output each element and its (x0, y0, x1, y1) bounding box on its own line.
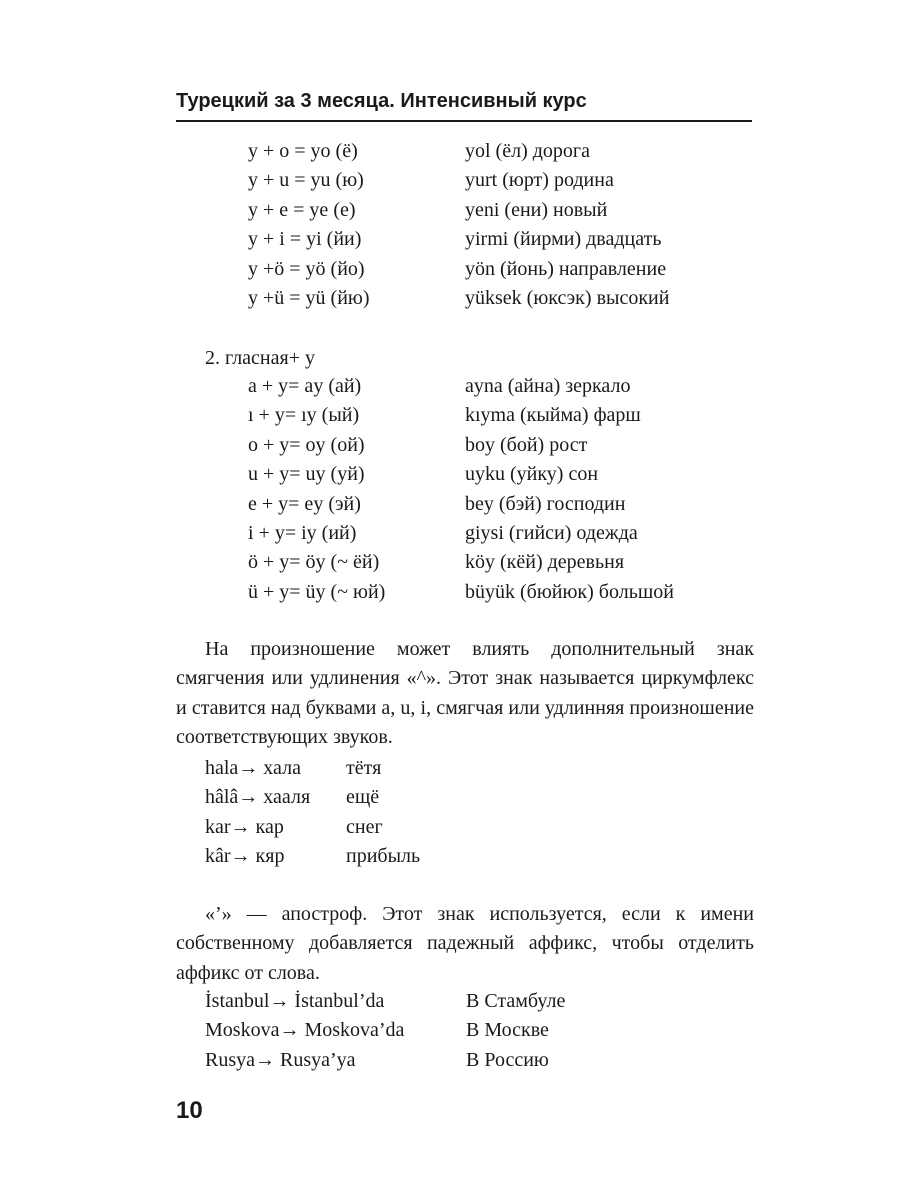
example-cell: kıyma (кыйма) фарш (465, 404, 641, 427)
rule-cell: ü + y= üy (~ юй) (248, 580, 386, 603)
apostrophe-paragraph (176, 900, 754, 988)
example-cell: büyük (бюйюк) большой (465, 580, 674, 603)
example-word: İstanbul→ İstanbul’da (205, 990, 385, 1012)
table-row (0, 431, 900, 460)
list-item (0, 1046, 900, 1075)
rule-cell: e + y= ey (эй) (248, 492, 361, 515)
list-item (0, 1016, 900, 1045)
list-item (0, 754, 900, 783)
circumflex-paragraph (176, 635, 754, 752)
example-cell: yüksek (юксэк) высокий (465, 286, 670, 309)
example-cell: köy (кёй) деревьня (465, 551, 625, 574)
list-item (0, 987, 900, 1016)
example-word: kar→ кар (205, 815, 284, 838)
rule-cell: y + o = yo (ё) (248, 140, 358, 162)
table-row (0, 284, 900, 313)
table-row (0, 578, 900, 607)
example-meaning: ещё (346, 786, 380, 809)
example-word: Moskova→ Moskova’da (205, 1019, 405, 1042)
table-row (0, 548, 900, 577)
rule-cell: o + y= oy (ой) (248, 433, 365, 456)
table-row (0, 490, 900, 519)
example-meaning: тётя (346, 757, 382, 779)
example-cell: yirmi (йирми) двадцать (465, 228, 662, 251)
example-word: hala→ хала (205, 757, 301, 779)
page-number: 10 (176, 1097, 203, 1124)
example-meaning: В Стамбуле (466, 990, 566, 1012)
paragraph-text: «’» — апостроф. Этот знак используется, если к имени собственному добавляется падежный аффикс, чтобы отделить аффикс от слова. (176, 903, 754, 984)
example-cell: yol (ёл) дорога (465, 140, 590, 162)
example-cell: uyku (уйку) сон (465, 463, 599, 486)
rule-cell: ı + y= ıy (ый) (248, 404, 360, 427)
rule-cell: i + y= iy (ий) (248, 521, 357, 544)
rule-cell: y + e = ye (е) (248, 198, 356, 221)
table-row (0, 460, 900, 489)
paragraph-text: На произношение может влиять дополнительный знак смягчения или удлинения «^». Этот знак называется циркумфлекс и ставится над буквами a, u, i, смягчая или удлинняя произношение соответствующих звуков. (176, 638, 754, 748)
running-header: Турецкий за 3 месяца. Интенсивный курс (176, 88, 752, 122)
example-meaning: прибыль (346, 845, 421, 868)
rule-cell: y +ö = yö (йо) (248, 257, 365, 280)
example-cell: yön (йонь) направление (465, 257, 667, 280)
circumflex-examples (0, 754, 900, 872)
rule-cell: y + u = yu (ю) (248, 169, 364, 192)
table-row (0, 519, 900, 548)
table-row (0, 196, 900, 225)
example-cell: ayna (айна) зеркало (465, 375, 631, 397)
table-row (0, 137, 900, 166)
list-item (0, 783, 900, 812)
list-item (0, 813, 900, 842)
table-row (0, 166, 900, 195)
table-row (0, 225, 900, 254)
list-item (0, 842, 900, 871)
example-cell: yeni (ени) новый (465, 198, 608, 221)
rule-cell: u + y= uy (уй) (248, 463, 365, 486)
table-row (0, 372, 900, 401)
example-meaning: снег (346, 815, 383, 838)
example-cell: bey (бэй) господин (465, 492, 626, 515)
example-meaning: В Москве (466, 1019, 549, 1042)
table-row (0, 255, 900, 284)
apostrophe-examples (0, 987, 900, 1075)
example-word: hâlâ→ хааля (205, 786, 311, 809)
table-row (0, 401, 900, 430)
example-cell: giysi (гийси) одежда (465, 521, 638, 544)
rule-cell: ö + y= öy (~ ёй) (248, 551, 380, 574)
table-vowel-plus-y (0, 372, 900, 607)
example-cell: boy (бой) рост (465, 433, 588, 456)
example-word: Rusya→ Rusya’ya (205, 1048, 356, 1071)
rule-cell: y +ü = yü (йю) (248, 286, 370, 309)
example-meaning: В Россию (466, 1048, 549, 1071)
rule-cell: y + i = yi (йи) (248, 228, 362, 251)
example-word: kâr→ кяр (205, 845, 285, 868)
example-cell: yurt (юрт) родина (465, 169, 614, 192)
rule-cell: a + y= ay (ай) (248, 375, 362, 397)
section-heading: 2. гласная+ y (205, 347, 315, 369)
table-y-plus-vowel (0, 137, 900, 313)
